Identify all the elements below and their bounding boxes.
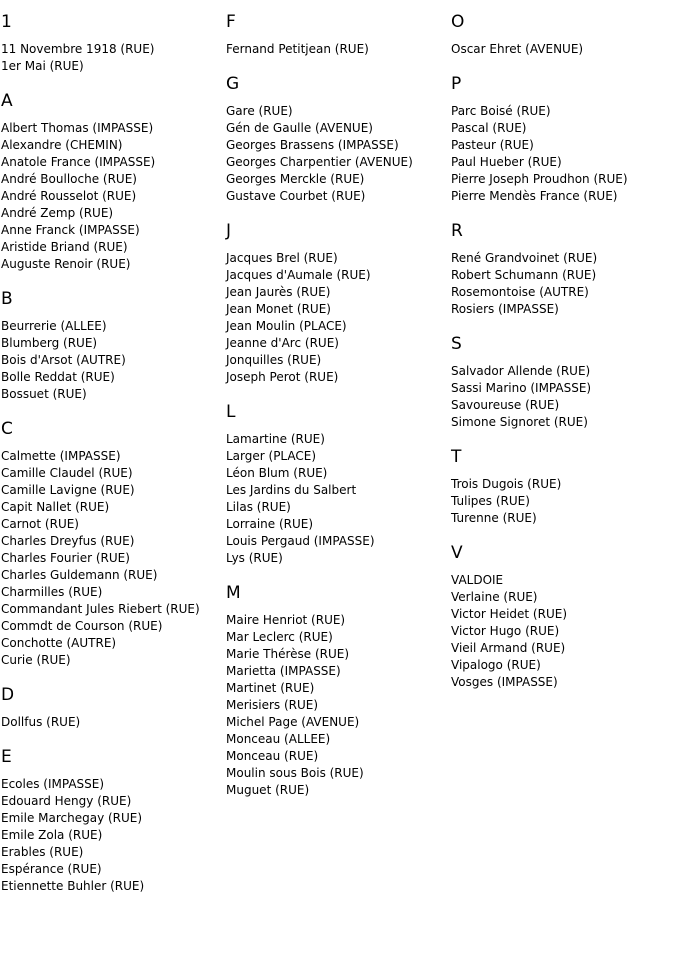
street-list-item bbox=[226, 516, 448, 533]
street-list-item bbox=[1, 844, 223, 861]
street-list-item bbox=[1, 878, 223, 895]
street-list-item bbox=[226, 714, 448, 731]
street-list bbox=[451, 103, 673, 205]
street-list-item bbox=[1, 120, 223, 137]
street-link[interactable]: Georges Merckle (RUE) bbox=[226, 172, 365, 186]
street-list-item bbox=[226, 499, 448, 516]
street-list-item bbox=[1, 369, 223, 386]
street-link[interactable]: Camille Claudel (RUE) bbox=[1, 466, 133, 480]
street-link[interactable]: Ecoles (IMPASSE) bbox=[1, 777, 105, 791]
letter-heading: C bbox=[1, 419, 13, 439]
street-link[interactable]: Bois d'Arsot (AUTRE) bbox=[1, 353, 126, 367]
street-list-item bbox=[226, 369, 448, 386]
street-link[interactable]: Lilas (RUE) bbox=[226, 500, 291, 514]
street-link[interactable]: Pierre Joseph Proudhon (RUE) bbox=[451, 172, 628, 186]
street-list-item bbox=[1, 714, 223, 731]
street-link[interactable]: Alexandre (CHEMIN) bbox=[1, 138, 123, 152]
street-link[interactable]: Charles Dreyfus (RUE) bbox=[1, 534, 135, 548]
street-list-item bbox=[226, 171, 448, 188]
street-link[interactable]: Michel Page (AVENUE) bbox=[226, 715, 360, 729]
street-list-item bbox=[451, 606, 673, 623]
street-list-item bbox=[226, 431, 448, 448]
letter-section bbox=[451, 220, 673, 318]
street-list-item bbox=[1, 584, 223, 601]
letter-heading: V bbox=[451, 543, 463, 563]
street-list-item bbox=[226, 550, 448, 567]
street-list-item bbox=[1, 239, 223, 256]
street-link[interactable]: Jeanne d'Arc (RUE) bbox=[226, 336, 339, 350]
street-list-item bbox=[226, 250, 448, 267]
street-link[interactable]: Rosemontoise (AUTRE) bbox=[451, 285, 589, 299]
street-list-item bbox=[226, 765, 448, 782]
street-list bbox=[1, 776, 223, 895]
letter-section bbox=[1, 11, 223, 75]
letter-heading: D bbox=[1, 685, 15, 705]
street-link[interactable]: Moulin sous Bois (RUE) bbox=[226, 766, 364, 780]
street-list-item bbox=[1, 58, 223, 75]
street-list-item bbox=[451, 657, 673, 674]
street-list-item bbox=[1, 652, 223, 669]
street-link[interactable]: André Boulloche (RUE) bbox=[1, 172, 137, 186]
street-list-item bbox=[1, 41, 223, 58]
street-list-item bbox=[451, 623, 673, 640]
street-list-item bbox=[451, 493, 673, 510]
street-list-item bbox=[1, 533, 223, 550]
street-list-item bbox=[1, 635, 223, 652]
street-list-item bbox=[226, 137, 448, 154]
street-list bbox=[226, 250, 448, 386]
street-link[interactable]: Louis Pergaud (IMPASSE) bbox=[226, 534, 375, 548]
letter-heading: J bbox=[226, 221, 232, 241]
street-link[interactable]: Merisiers (RUE) bbox=[226, 698, 319, 712]
street-link[interactable]: Turenne (RUE) bbox=[451, 511, 537, 525]
street-list-item bbox=[1, 154, 223, 171]
street-list-item bbox=[451, 363, 673, 380]
street-link[interactable]: Vosges (IMPASSE) bbox=[451, 675, 558, 689]
street-list-item bbox=[226, 663, 448, 680]
letter-section bbox=[1, 90, 223, 273]
street-list-item bbox=[1, 222, 223, 239]
street-list-item bbox=[451, 154, 673, 171]
street-link[interactable]: Charles Guldemann (RUE) bbox=[1, 568, 158, 582]
street-list-item bbox=[451, 510, 673, 527]
street-list-item bbox=[1, 618, 223, 635]
letter-heading: P bbox=[451, 74, 462, 94]
letter-heading: M bbox=[226, 583, 241, 603]
street-link[interactable]: Lorraine (RUE) bbox=[226, 517, 314, 531]
letter-section bbox=[226, 220, 448, 386]
letter-section bbox=[451, 333, 673, 431]
street-list-item bbox=[1, 318, 223, 335]
street-list-item bbox=[1, 171, 223, 188]
street-list-item bbox=[451, 188, 673, 205]
street-link[interactable]: Vieil Armand (RUE) bbox=[451, 641, 566, 655]
street-list-item bbox=[451, 414, 673, 431]
letter-heading: F bbox=[226, 12, 236, 32]
street-link[interactable]: Paul Hueber (RUE) bbox=[451, 155, 562, 169]
street-link[interactable]: Maire Henriot (RUE) bbox=[226, 613, 346, 627]
street-list bbox=[226, 431, 448, 567]
street-link[interactable]: Commdt de Courson (RUE) bbox=[1, 619, 163, 633]
street-link[interactable]: Curie (RUE) bbox=[1, 653, 71, 667]
street-list-item bbox=[451, 301, 673, 318]
street-list-item bbox=[1, 482, 223, 499]
street-link[interactable]: VALDOIE bbox=[451, 573, 504, 587]
street-link[interactable]: Mar Leclerc (RUE) bbox=[226, 630, 333, 644]
street-list-item bbox=[451, 267, 673, 284]
street-list-item bbox=[226, 731, 448, 748]
street-index-column-1 bbox=[1, 11, 223, 910]
street-link[interactable]: Capit Nallet (RUE) bbox=[1, 500, 110, 514]
street-list-item bbox=[1, 861, 223, 878]
street-link[interactable]: Edouard Hengy (RUE) bbox=[1, 794, 132, 808]
street-list-item bbox=[1, 516, 223, 533]
street-list bbox=[1, 714, 223, 731]
street-list bbox=[451, 363, 673, 431]
street-list-item bbox=[451, 640, 673, 657]
street-list-item bbox=[1, 499, 223, 516]
street-list-item bbox=[226, 533, 448, 550]
street-list-item bbox=[1, 448, 223, 465]
street-link[interactable]: Jonquilles (RUE) bbox=[226, 353, 322, 367]
street-link[interactable]: Gustave Courbet (RUE) bbox=[226, 189, 366, 203]
street-list-item bbox=[451, 137, 673, 154]
street-list-item bbox=[226, 41, 448, 58]
street-link[interactable]: 11 Novembre 1918 (RUE) bbox=[1, 42, 155, 56]
letter-heading: O bbox=[451, 12, 465, 32]
street-link[interactable]: Salvador Allende (RUE) bbox=[451, 364, 591, 378]
street-list-item bbox=[226, 697, 448, 714]
letter-section bbox=[1, 288, 223, 403]
street-list-item bbox=[226, 352, 448, 369]
street-list bbox=[451, 41, 673, 58]
street-link[interactable]: Etiennette Buhler (RUE) bbox=[1, 879, 145, 893]
street-link[interactable]: Georges Charpentier (AVENUE) bbox=[226, 155, 413, 169]
street-link[interactable]: Albert Thomas (IMPASSE) bbox=[1, 121, 154, 135]
street-list-item bbox=[1, 827, 223, 844]
street-list-item bbox=[226, 284, 448, 301]
street-list bbox=[451, 476, 673, 527]
street-list-item bbox=[451, 171, 673, 188]
street-link[interactable]: Pascal (RUE) bbox=[451, 121, 527, 135]
street-list-item bbox=[226, 154, 448, 171]
street-list-item bbox=[1, 335, 223, 352]
street-list bbox=[1, 41, 223, 75]
street-list-item bbox=[451, 103, 673, 120]
letter-heading: 1 bbox=[1, 12, 12, 32]
street-list bbox=[226, 103, 448, 205]
street-link[interactable]: Blumberg (RUE) bbox=[1, 336, 98, 350]
street-list-item bbox=[1, 188, 223, 205]
street-list-item bbox=[226, 318, 448, 335]
street-list-item bbox=[451, 120, 673, 137]
street-link[interactable]: Jean Moulin (PLACE) bbox=[226, 319, 347, 333]
street-link[interactable]: André Rousselot (RUE) bbox=[1, 189, 137, 203]
letter-heading: A bbox=[1, 91, 13, 111]
street-link[interactable]: Victor Heidet (RUE) bbox=[451, 607, 567, 621]
street-list bbox=[451, 572, 673, 691]
street-link[interactable]: Lys (RUE) bbox=[226, 551, 283, 565]
street-link[interactable]: Pierre Mendès France (RUE) bbox=[451, 189, 618, 203]
street-link[interactable]: Anatole France (IMPASSE) bbox=[1, 155, 156, 169]
street-list-item bbox=[451, 41, 673, 58]
street-list-item bbox=[226, 482, 448, 499]
street-link[interactable]: Monceau (RUE) bbox=[226, 749, 319, 763]
street-link[interactable]: Rosiers (IMPASSE) bbox=[451, 302, 559, 316]
street-link[interactable]: Muguet (RUE) bbox=[226, 783, 310, 797]
street-link[interactable]: Gare (RUE) bbox=[226, 104, 293, 118]
street-link[interactable]: Bolle Reddat (RUE) bbox=[1, 370, 115, 384]
street-link[interactable]: Charles Fourier (RUE) bbox=[1, 551, 130, 565]
street-list-item bbox=[1, 776, 223, 793]
street-list-item bbox=[451, 476, 673, 493]
street-list-item bbox=[226, 301, 448, 318]
street-link[interactable]: Beurrerie (ALLEE) bbox=[1, 319, 107, 333]
street-list-item bbox=[1, 550, 223, 567]
street-link[interactable]: Monceau (ALLEE) bbox=[226, 732, 331, 746]
street-list-item bbox=[1, 601, 223, 618]
street-list-item bbox=[451, 380, 673, 397]
street-link[interactable]: Jean Jaurès (RUE) bbox=[226, 285, 331, 299]
letter-heading: R bbox=[451, 221, 463, 241]
street-list-item bbox=[1, 793, 223, 810]
street-link[interactable]: Camille Lavigne (RUE) bbox=[1, 483, 135, 497]
street-link[interactable]: Jacques Brel (RUE) bbox=[226, 251, 338, 265]
letter-section bbox=[1, 746, 223, 895]
street-list-item bbox=[1, 465, 223, 482]
street-list-item bbox=[1, 137, 223, 154]
street-link[interactable]: Oscar Ehret (AVENUE) bbox=[451, 42, 584, 56]
street-link[interactable]: Espérance (RUE) bbox=[1, 862, 102, 876]
street-link[interactable]: Aristide Briand (RUE) bbox=[1, 240, 128, 254]
letter-section bbox=[451, 11, 673, 58]
street-list-item bbox=[226, 782, 448, 799]
letter-section bbox=[451, 542, 673, 691]
street-link[interactable]: Anne Franck (IMPASSE) bbox=[1, 223, 140, 237]
street-link[interactable]: Lamartine (RUE) bbox=[226, 432, 325, 446]
letter-section bbox=[226, 582, 448, 799]
street-link[interactable]: Vipalogo (RUE) bbox=[451, 658, 541, 672]
street-link[interactable]: Savoureuse (RUE) bbox=[451, 398, 560, 412]
street-link[interactable]: Marie Thérèse (RUE) bbox=[226, 647, 350, 661]
street-list-item bbox=[451, 572, 673, 589]
street-list-item bbox=[1, 352, 223, 369]
street-list bbox=[451, 250, 673, 318]
street-link[interactable]: Martinet (RUE) bbox=[226, 681, 315, 695]
street-list-item bbox=[1, 256, 223, 273]
street-list-item bbox=[451, 284, 673, 301]
letter-heading: G bbox=[226, 74, 240, 94]
street-list-item bbox=[451, 250, 673, 267]
street-list bbox=[1, 120, 223, 273]
street-list-item bbox=[226, 465, 448, 482]
street-list-item bbox=[1, 810, 223, 827]
letter-section bbox=[226, 401, 448, 567]
street-link[interactable]: Parc Boisé (RUE) bbox=[451, 104, 551, 118]
street-link[interactable]: Charmilles (RUE) bbox=[1, 585, 103, 599]
street-link[interactable]: Léon Blum (RUE) bbox=[226, 466, 328, 480]
street-link[interactable]: Calmette (IMPASSE) bbox=[1, 449, 121, 463]
street-link[interactable]: Joseph Perot (RUE) bbox=[226, 370, 339, 384]
street-list-item bbox=[226, 103, 448, 120]
street-link[interactable]: Marietta (IMPASSE) bbox=[226, 664, 341, 678]
street-link[interactable]: Commandant Jules Riebert (RUE) bbox=[1, 602, 200, 616]
street-list bbox=[226, 612, 448, 799]
street-list bbox=[1, 448, 223, 669]
letter-section bbox=[451, 446, 673, 527]
street-list-item bbox=[226, 267, 448, 284]
letter-heading: T bbox=[451, 447, 462, 467]
street-link[interactable]: Trois Dugois (RUE) bbox=[451, 477, 562, 491]
street-link[interactable]: Victor Hugo (RUE) bbox=[451, 624, 560, 638]
street-list-item bbox=[226, 629, 448, 646]
street-index-column-3 bbox=[451, 11, 673, 706]
street-list-item bbox=[1, 567, 223, 584]
street-link[interactable]: Robert Schumann (RUE) bbox=[451, 268, 597, 282]
letter-heading: L bbox=[226, 402, 236, 422]
street-link[interactable]: Emile Zola (RUE) bbox=[1, 828, 103, 842]
letter-section bbox=[226, 73, 448, 205]
street-list-item bbox=[226, 646, 448, 663]
street-link[interactable]: Tulipes (RUE) bbox=[451, 494, 530, 508]
street-link[interactable]: René Grandvoinet (RUE) bbox=[451, 251, 598, 265]
letter-section bbox=[1, 418, 223, 669]
street-list-item bbox=[226, 680, 448, 697]
street-link[interactable]: Larger (PLACE) bbox=[226, 449, 317, 463]
street-link[interactable]: Carnot (RUE) bbox=[1, 517, 79, 531]
letter-heading: B bbox=[1, 289, 13, 309]
street-index-column-2 bbox=[226, 11, 448, 814]
street-link[interactable]: Georges Brassens (IMPASSE) bbox=[226, 138, 399, 152]
street-link[interactable]: Verlaine (RUE) bbox=[451, 590, 538, 604]
street-list bbox=[1, 318, 223, 403]
street-link[interactable]: 1er Mai (RUE) bbox=[1, 59, 84, 73]
street-list-item bbox=[451, 589, 673, 606]
street-link[interactable]: Emile Marchegay (RUE) bbox=[1, 811, 143, 825]
street-list-item bbox=[226, 188, 448, 205]
street-link[interactable]: Jean Monet (RUE) bbox=[226, 302, 331, 316]
street-list-item bbox=[451, 397, 673, 414]
street-link[interactable]: Bossuet (RUE) bbox=[1, 387, 87, 401]
street-list-item bbox=[226, 120, 448, 137]
street-list-item bbox=[226, 612, 448, 629]
street-link[interactable]: Conchotte (AUTRE) bbox=[1, 636, 117, 650]
street-list-item bbox=[226, 748, 448, 765]
street-link[interactable]: André Zemp (RUE) bbox=[1, 206, 114, 220]
street-link[interactable]: Auguste Renoir (RUE) bbox=[1, 257, 131, 271]
letter-section bbox=[451, 73, 673, 205]
street-list-item bbox=[1, 205, 223, 222]
street-list-item bbox=[451, 674, 673, 691]
letter-section bbox=[1, 684, 223, 731]
letter-section bbox=[226, 11, 448, 58]
letter-heading: S bbox=[451, 334, 462, 354]
street-link[interactable]: Pasteur (RUE) bbox=[451, 138, 534, 152]
street-list-item bbox=[226, 335, 448, 352]
street-link[interactable]: Sassi Marino (IMPASSE) bbox=[451, 381, 592, 395]
street-link[interactable]: Simone Signoret (RUE) bbox=[451, 415, 588, 429]
street-link[interactable]: Gén de Gaulle (AVENUE) bbox=[226, 121, 373, 135]
street-link[interactable]: Les Jardins du Salbert bbox=[226, 483, 357, 497]
street-link[interactable]: Dollfus (RUE) bbox=[1, 715, 81, 729]
street-list-item bbox=[1, 386, 223, 403]
street-list-item bbox=[226, 448, 448, 465]
letter-heading: E bbox=[1, 747, 12, 767]
street-link[interactable]: Fernand Petitjean (RUE) bbox=[226, 42, 369, 56]
street-link[interactable]: Erables (RUE) bbox=[1, 845, 84, 859]
street-list bbox=[226, 41, 448, 58]
street-link[interactable]: Jacques d'Aumale (RUE) bbox=[226, 268, 371, 282]
